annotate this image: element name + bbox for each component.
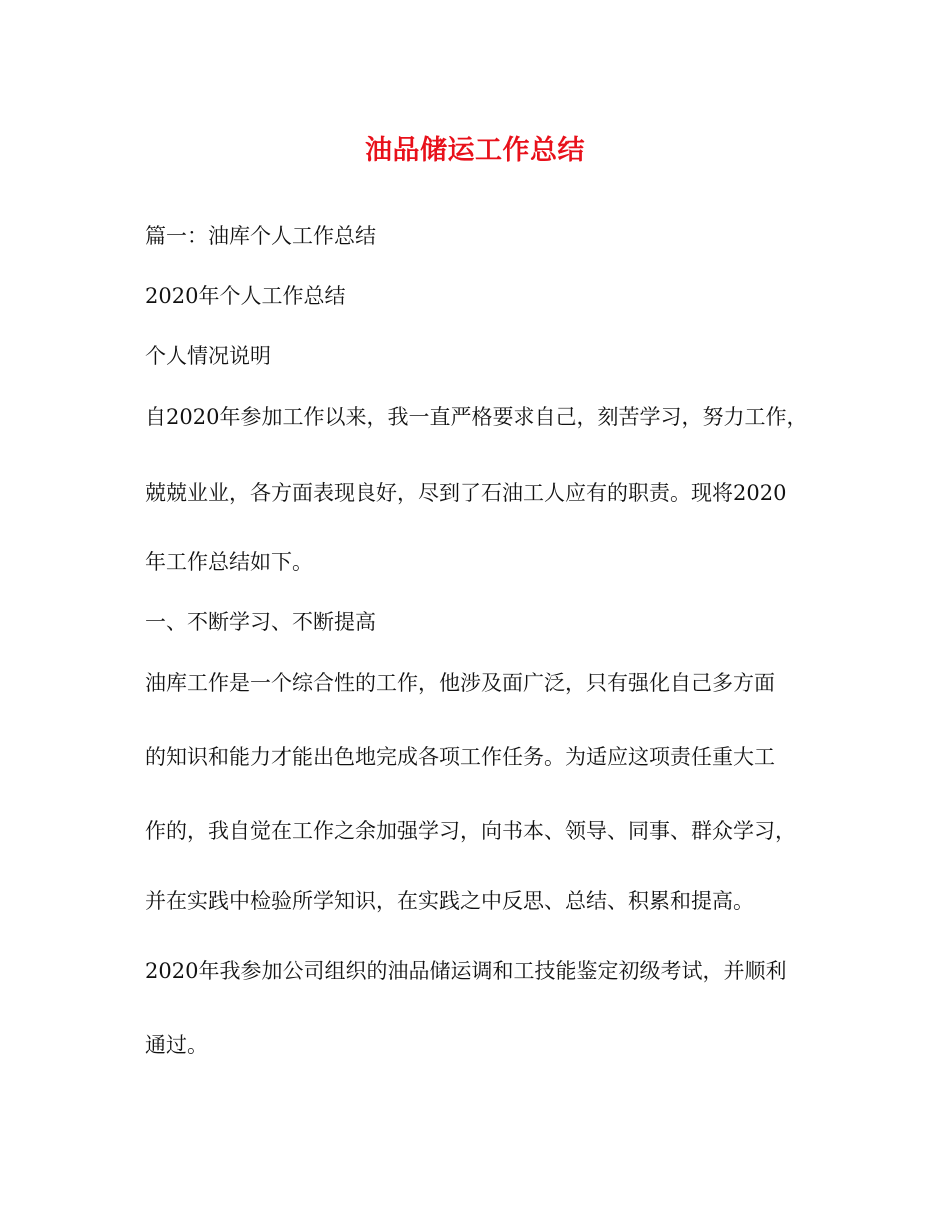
paragraph-heading: 一、不断学习、不断提高 xyxy=(145,610,376,634)
document-title: 油品储运工作总结 xyxy=(365,135,585,166)
paragraph-line: 通过。 xyxy=(145,1033,208,1057)
paragraph-line: 2020年我参加公司组织的油品储运调和工技能鉴定初级考试，并顺利 xyxy=(145,959,787,983)
subtitle-line: 2020年个人工作总结 xyxy=(145,284,346,308)
paragraph-line: 兢兢业业，各方面表现良好，尽到了石油工人应有的职责。现将2020 xyxy=(145,481,787,505)
paragraph-line: 年工作总结如下。 xyxy=(145,550,313,574)
section-heading: 篇一：油库个人工作总结 xyxy=(145,224,376,248)
paragraph-line: 的知识和能力才能出色地完成各项工作任务。为适应这项责任重大工 xyxy=(145,745,775,769)
paragraph-heading: 个人情况说明 xyxy=(145,344,271,368)
paragraph-line: 油库工作是一个综合性的工作，他涉及面广泛，只有强化自己多方面 xyxy=(145,671,775,695)
paragraph-line: 并在实践中检验所学知识，在实践之中反思、总结、积累和提高。 xyxy=(145,889,754,913)
paragraph-line: 作的，我自觉在工作之余加强学习，向书本、领导、同事、群众学习， xyxy=(145,819,796,843)
paragraph-line: 自2020年参加工作以来，我一直严格要求自己，刻苦学习，努力工作， xyxy=(145,405,808,429)
